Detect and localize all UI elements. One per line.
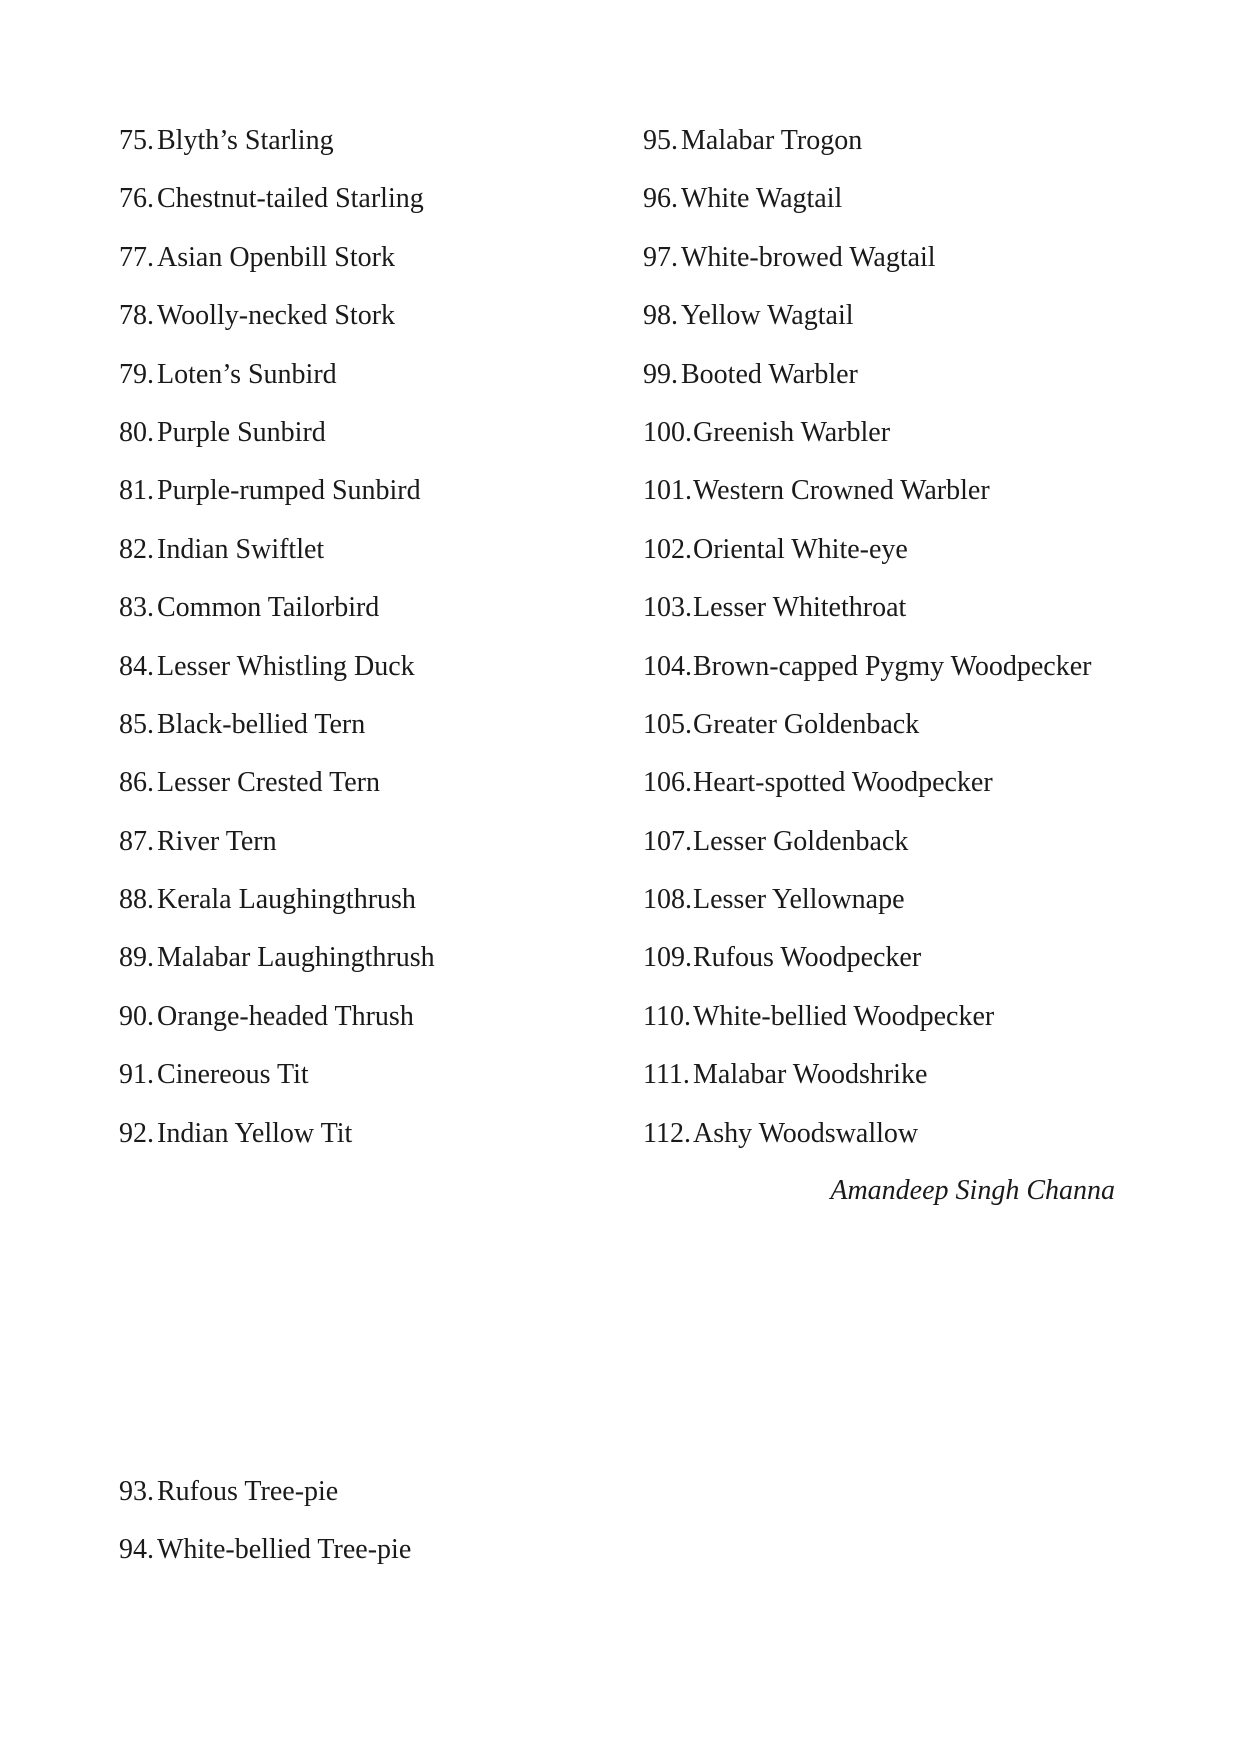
bird-name: Heart-spotted Woodpecker <box>693 767 993 799</box>
bird-name: Asian Openbill Stork <box>157 241 395 273</box>
item-number: 86. <box>119 767 154 799</box>
item-number: 78. <box>119 300 154 332</box>
item-number: 77. <box>119 241 154 273</box>
list-item <box>119 587 619 645</box>
item-number: 81. <box>119 475 154 507</box>
bird-name: Malabar Trogon <box>681 125 863 156</box>
bird-name: White Wagtail <box>681 183 843 215</box>
bird-list-left <box>119 120 619 1171</box>
item-number: 107. <box>643 825 692 857</box>
bird-name: Lesser Crested Tern <box>157 767 381 799</box>
list-item <box>643 237 1203 295</box>
bird-name: Purple-rumped Sunbird <box>157 475 421 507</box>
item-number: 79. <box>119 358 154 390</box>
bird-name: Brown-capped Pygmy Woodpecker <box>693 650 1092 682</box>
list-item <box>643 1054 1203 1112</box>
item-number: 109. <box>643 942 692 974</box>
bird-name: Indian Yellow Tit <box>157 1117 353 1149</box>
author-signature: Amandeep Singh Channa <box>830 1175 1115 1206</box>
item-number: 76. <box>119 183 154 215</box>
item-number: 93. <box>119 1476 154 1507</box>
list-item <box>643 295 1203 353</box>
list-item <box>643 587 1203 645</box>
list-item <box>643 120 1203 178</box>
bird-name: Greenish Warbler <box>693 416 891 448</box>
list-item <box>643 879 1203 937</box>
list-item <box>643 178 1203 236</box>
bird-name: Yellow Wagtail <box>681 300 854 332</box>
bird-name: Lesser Goldenback <box>693 825 909 857</box>
bird-name: Black-bellied Tern <box>157 708 366 740</box>
list-item <box>643 704 1203 762</box>
list-item <box>119 996 619 1054</box>
list-item <box>119 1471 619 1529</box>
item-number: 91. <box>119 1059 154 1091</box>
list-item <box>119 529 619 587</box>
item-number: 84. <box>119 650 154 682</box>
list-item <box>119 646 619 704</box>
list-item <box>643 412 1203 470</box>
item-number: 105. <box>643 708 692 740</box>
list-item <box>119 237 619 295</box>
list-item <box>119 762 619 820</box>
list-item <box>119 821 619 879</box>
bird-name: Booted Warbler <box>681 358 858 390</box>
list-item <box>643 762 1203 820</box>
item-number: 87. <box>119 825 154 857</box>
list-item <box>119 1529 619 1587</box>
bird-name: Lesser Whistling Duck <box>157 650 415 682</box>
item-number: 112. <box>643 1117 691 1149</box>
list-item <box>119 704 619 762</box>
item-number: 75. <box>119 125 154 156</box>
item-number: 110. <box>643 1000 691 1032</box>
list-item <box>119 354 619 412</box>
list-item <box>643 646 1203 704</box>
list-item <box>119 120 619 178</box>
item-number: 102. <box>643 533 692 565</box>
list-item <box>119 1054 619 1112</box>
bird-name: Lesser Yellownape <box>693 884 905 916</box>
bird-name: Malabar Woodshrike <box>693 1059 928 1091</box>
bird-name: Greater Goldenback <box>693 708 920 740</box>
bird-list-bottom <box>119 1471 619 1588</box>
item-number: 98. <box>643 300 678 332</box>
bird-name: Rufous Tree-pie <box>157 1476 339 1507</box>
list-item <box>119 937 619 995</box>
list-item <box>119 1113 619 1171</box>
item-number: 82. <box>119 533 154 565</box>
item-number: 89. <box>119 942 154 974</box>
bird-name: Ashy Woodswallow <box>693 1117 919 1149</box>
item-number: 101. <box>643 475 692 507</box>
list-item <box>643 821 1203 879</box>
bird-name: Lesser Whitethroat <box>693 592 907 624</box>
list-item <box>643 354 1203 412</box>
bird-name: Loten’s Sunbird <box>157 358 337 390</box>
list-item <box>643 937 1203 995</box>
list-item <box>643 996 1203 1054</box>
item-number: 94. <box>119 1534 154 1566</box>
bird-name: Woolly-necked Stork <box>157 300 396 332</box>
bird-name: White-browed Wagtail <box>681 241 936 273</box>
bird-name: Cinereous Tit <box>157 1059 309 1091</box>
bird-name: Chestnut-tailed Starling <box>157 183 424 215</box>
bird-name: Blyth’s Starling <box>157 125 334 156</box>
item-number: 97. <box>643 241 678 273</box>
item-number: 111. <box>643 1059 690 1091</box>
bird-name: Common Tailorbird <box>157 592 380 624</box>
item-number: 100. <box>643 416 692 448</box>
bird-name: Malabar Laughingthrush <box>157 942 435 974</box>
bird-name: Western Crowned Warbler <box>693 475 990 507</box>
bird-name: White-bellied Woodpecker <box>693 1000 995 1032</box>
list-item <box>119 295 619 353</box>
bird-name: Orange-headed Thrush <box>157 1000 414 1032</box>
bird-list-right <box>643 120 1203 1171</box>
item-number: 103. <box>643 592 692 624</box>
list-item <box>643 470 1203 528</box>
list-item <box>643 1113 1203 1171</box>
item-number: 85. <box>119 708 154 740</box>
list-item <box>643 529 1203 587</box>
list-item <box>119 879 619 937</box>
item-number: 104. <box>643 650 692 682</box>
list-item <box>119 178 619 236</box>
bird-name: White-bellied Tree-pie <box>157 1534 412 1566</box>
bird-name: Kerala Laughingthrush <box>157 884 416 916</box>
bird-name: River Tern <box>157 825 277 857</box>
list-item <box>119 412 619 470</box>
item-number: 80. <box>119 416 154 448</box>
item-number: 90. <box>119 1000 154 1032</box>
list-item <box>119 470 619 528</box>
item-number: 83. <box>119 592 154 624</box>
bird-name: Indian Swiftlet <box>157 533 325 565</box>
bird-name: Rufous Woodpecker <box>693 942 922 974</box>
bird-name: Purple Sunbird <box>157 416 326 448</box>
item-number: 96. <box>643 183 678 215</box>
item-number: 106. <box>643 767 692 799</box>
item-number: 88. <box>119 884 154 916</box>
item-number: 99. <box>643 358 678 390</box>
bird-name: Oriental White-eye <box>693 533 908 565</box>
item-number: 95. <box>643 125 678 156</box>
item-number: 92. <box>119 1117 154 1149</box>
item-number: 108. <box>643 884 692 916</box>
